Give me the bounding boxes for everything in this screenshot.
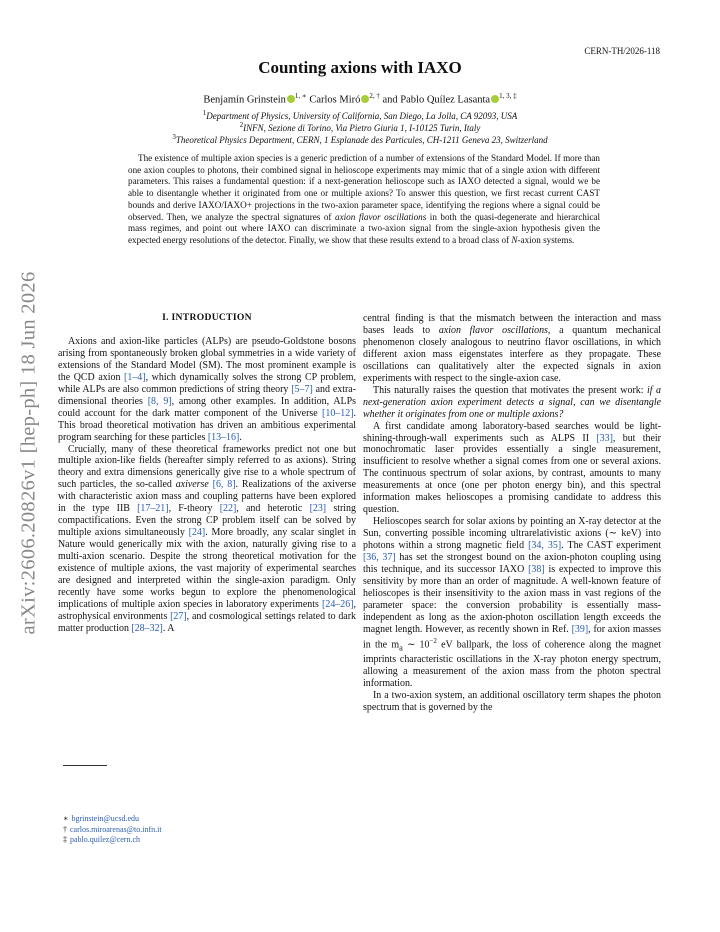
citation-link[interactable]: [8, 9] xyxy=(147,395,172,407)
author-conjunction: and xyxy=(382,94,398,106)
author-list xyxy=(100,92,620,106)
affiliation: $^2$INFN, Sezione di Torino, Via Pietro Giuria 1, I-10125 Turin, Italy xyxy=(239,121,481,133)
author-name: Pablo Quílez Lasanta xyxy=(400,94,491,106)
citation-link[interactable]: [6, 8] xyxy=(212,479,236,491)
paper-title: Counting axions with IAXO xyxy=(258,58,462,77)
paragraph: central finding is that the mismatch between the interaction and mass bases leads to axion flavor oscillations, a quantum mechanical phenomenon closely analogous to neutrino flavor oscillations, in which different axion mass eigenstates interfere as they propagate. These oscillations can qualitatively alter the expected signals in axion experiments with respect to the single-axion case. xyxy=(363,313,661,384)
paragraph: Axions and axion-like particles (ALPs) are pseudo-Goldstone bosons arising from spontaneously broken global symmetries in a wide variety of extensions of the Standard Model (SM). The most prominent example is the QCD axion [1–4], which dynamically solves the strong CP problem, while ALPs are also common predictions of string theory [5–7] and extra-dimensional theories [8, 9], among other examples. In addition, ALPs could account for the dark matter component of the Universe [10–12]. This broad theoretical motivation has driven an ambitious experimental program searching for these particles [13–16]. xyxy=(58,335,357,443)
footnote-email[interactable]: † carlos.miroarenas@to.infn.it xyxy=(63,824,162,834)
citation-link[interactable]: [34, 35] xyxy=(528,540,562,552)
citation-link[interactable]: [39] xyxy=(571,623,589,635)
author-affiliation-marker: 1, 3, ‡ xyxy=(499,92,517,100)
paragraph: Helioscopes search for solar axions by pointing an X-ray detector at the Sun, converting possible incoming ultrarelativistic axions (∼ keV) into photons within a strong magnetic field [34, 35]. The CAST experiment [36, 37] has set the strongest bound on the axion-photon coupling using this technique, and its successor IAXO [38] is expected to improve this sensitivity by more than an order of magnitude. A well-known feature of helioscopes is their insensitivity to the axion mass in vast regions of the parameter space: the conversion probability is essentially mass-independent as long as the axion-photon oscillation length exceeds the magnet length. However, as recently shown in Ref. [39], for axion masses in the $m_a$ ∼ $10^{-2}$ eV ballpark, the loss of coherence along the magnet imprints characteristic oscillations in the X-ray photon energy spectrum, allowing a measurement of the axion mass from the photon spectral information. xyxy=(363,516,662,689)
left-column xyxy=(58,312,356,635)
citation-link[interactable]: [1–4] xyxy=(124,371,146,383)
citation-link[interactable]: [38] xyxy=(528,564,545,576)
report-number: CERN-TH/2026-118 xyxy=(584,46,660,56)
footnote-email[interactable]: ‡ pablo.quilez@cern.ch xyxy=(63,835,141,844)
affiliation: $^3$Theoretical Physics Department, CERN, 1 Esplanade des Particules, CH-1211 Geneva 23, Switzerland xyxy=(172,133,548,145)
citation-link[interactable]: [24] xyxy=(188,527,206,539)
orcid-icon[interactable] xyxy=(287,95,295,103)
footnote-divider xyxy=(63,765,107,766)
right-column xyxy=(363,313,661,714)
citation-link[interactable]: [33] xyxy=(596,432,613,444)
citation-link[interactable]: [27] xyxy=(170,610,187,622)
paragraph: A first candidate among laboratory-based searches would be light-shining-through-wall experiments such as ALPS II [33], but their monochromatic laser provides essentially a single measurement, insufficient to resolve whether a signal comes from one or several axions. The continuous spectrum of solar axions, by contrast, amounts to many measurements at once (one per photon energy bin), and this spectral information makes helioscopes a promising candidate to address this question. xyxy=(363,420,661,516)
citation-link[interactable]: [10–12] xyxy=(322,407,354,419)
abstract: The existence of multiple axion species is a generic prediction of a number of extensions of the Standard Model. If more than one axion couples to photons, their combined signal in helioscope experiments may mimic that of a single axion with different parameters. This raises a fundamental question: if a next-generation helioscope such as IAXO detected a signal, would we be able to disentangle whether it originated from one or multiple axions? To answer this question, we first recast current CAST bounds and derive IAXO/IAXO+ projections in the two-axion parameter space, identifying the regions where a signal could be observed. Then, we analyze the spectral signatures of axion flavor oscillations in both the quasi-degenerate and hierarchical mass regimes, and point out where IAXO can discriminate a two-axion signal from the single-axion hypothesis given the expected energy resolutions of the detector. Finally, we show that these results extend to a broad class of N-axion systems. xyxy=(128,153,600,245)
footnote-email[interactable]: ∗ bgrinstein@ucsd.edu xyxy=(63,814,140,823)
arxiv-identifier-stamp xyxy=(6,243,52,663)
orcid-icon[interactable] xyxy=(491,95,499,103)
paragraph: Crucially, many of these theoretical frameworks predict not one but multiple axion-like fields (hereafter simply referred to as axions). String theory and extra dimensions generically give rise to a whole spectrum of such particles, the so-called axiverse [6, 8]. Realizations of the axiverse with characteristic axion mass and coupling patterns have been explored in the type IIB [17–21], F-theory [22], and heterotic [23] string compactifications. Even the strong CP problem itself can be solved by multiple axions simultaneously [24]. More broadly, any scalar singlet in Nature would generically mix with the axion, naturally giving rise to a multi-axion scenario. Despite the strong theoretical motivation for the existence of multiple axions, the vast majority of experimental searches are designed and interpreted within the single-axion paradigm. Only recently have some works begun to explore the phenomenological implications of multiple axion species in laboratory experiments [24–26], astrophysical environments [27], and cosmological settings related to dark matter production [28–32]. A xyxy=(58,443,356,634)
paragraph: In a two-axion system, an additional oscillatory term shapes the photon spectrum that is governed by the xyxy=(363,689,661,713)
section-heading: I. INTRODUCTION xyxy=(162,312,252,323)
citation-link[interactable]: [36, 37] xyxy=(363,552,396,564)
citation-link[interactable]: [22] xyxy=(219,503,237,515)
author-affiliation-marker: 1, ∗ xyxy=(294,92,307,100)
arxiv-identifier-text: arXiv:2606.20826v1 [hep-ph] 18 Jun 2026 xyxy=(17,271,40,635)
citation-link[interactable]: [17–21] xyxy=(137,503,169,515)
affiliation: $^1$Department of Physics, University of California, San Diego, La Jolla, CA 92093, USA xyxy=(202,109,518,121)
author-affiliation-marker: 2, † xyxy=(369,92,380,100)
paragraph: This naturally raises the question that motivates the present work: if a next-generation axion experiment detects a signal, can we disentangle whether it originates from one or multiple axions? xyxy=(363,384,661,420)
citation-link[interactable]: [13–16] xyxy=(207,431,240,443)
citation-link[interactable]: [23] xyxy=(309,503,327,515)
footnotes xyxy=(63,814,323,846)
author-name: Benjamín Grinstein xyxy=(203,94,286,106)
citation-link[interactable]: [24–26] xyxy=(322,598,354,610)
citation-link[interactable]: [28–32] xyxy=(131,622,163,634)
author-name: Carlos Miró xyxy=(309,94,361,106)
citation-link[interactable]: [5–7] xyxy=(291,383,313,395)
